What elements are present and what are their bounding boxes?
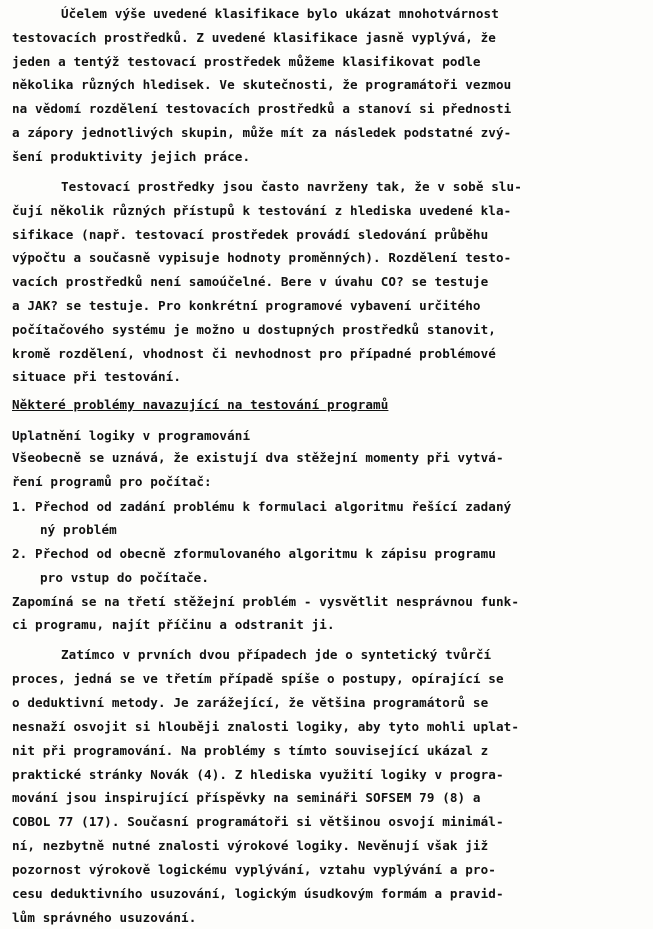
text-line: situace při testování. (12, 369, 182, 384)
text-line: COBOL 77 (17). Současní programátoři si většinou osvojí minimál- (12, 814, 504, 829)
text-line: mování jsou inspirující příspěvky na semináři SOFSEM 79 (8) a (12, 790, 481, 805)
text-line: proces, jedná se ve třetím případě spíše o postupy, opírající se (12, 671, 504, 686)
text-line: na vědomí rozdělení testovacích prostředků a stanoví si přednosti (12, 101, 512, 116)
text-line: Zapomíná se na třetí stěžejní problém - vysvětlit nesprávnou funk- (12, 594, 520, 609)
text-line: lům správného usuzování. (12, 910, 197, 925)
text-line: Uplatnění logiky v programování (12, 428, 251, 443)
text-line: nit při programování. Na problémy s tímto související ukázal z (12, 743, 489, 758)
text-line: cesu deduktivního usuzování, logickým úsudkovým formám a pravid- (12, 886, 504, 901)
text-line: počítačového systému je možno u dostupných prostředků stanovit, (12, 322, 496, 337)
text-line: Účelem výše uvedené klasifikace bylo ukázat mnohotvárnost (61, 6, 499, 21)
text-line: praktické stránky Novák (4). Z hlediska využití logiky v progra- (12, 767, 504, 782)
text-line: sifikace (např. testovací prostředek provádí sledování průběhu (12, 227, 489, 242)
text-line: šení produktivity jejich práce. (12, 149, 251, 164)
text-line: vacích prostředků není samoúčelné. Bere v úvahu CO? se testuje (12, 274, 489, 289)
section-heading: Některé problémy navazující na testování programů (12, 397, 389, 412)
text-line: o deduktivní metody. Je zarážející, že většina programátorů se (12, 695, 489, 710)
text-line: Zatímco v prvních dvou případech jde o syntetický tvůrčí (61, 647, 492, 662)
text-line: výpočtu a současně vypisuje hodnoty proměnných). Rozdělení testo- (12, 250, 512, 265)
text-line: ní, nezbytně nutné znalosti výrokové logiky. Nevěnují však již (12, 838, 489, 853)
text-line: ci programu, najít příčinu a odstranit ji. (12, 617, 335, 632)
text-line: nesnaží osvojit si hlouběji znalosti logiky, aby tyto mohli uplat- (12, 719, 520, 734)
text-line: 2. Přechod od obecně zformulovaného algoritmu k zápisu programu (12, 546, 496, 561)
text-line: a JAK? se testuje. Pro konkrétní programové vybavení určitého (12, 298, 481, 313)
text-line: pozornost výrokově logickému vyplývání, vztahu vyplývání a pro- (12, 862, 496, 877)
text-line: pro vstup do počítače. (40, 570, 210, 585)
text-line: jeden a tentýž testovací prostředek můžeme klasifikovat podle (12, 54, 481, 69)
text-line: několika různých hledisek. Ve skutečnosti, že programátoři vezmou (12, 77, 512, 92)
text-line: čují několik různých přístupů k testování z hlediska uvedené kla- (12, 203, 512, 218)
text-line: a zápory jednotlivých skupin, může mít za následek podstatné zvý- (12, 125, 512, 140)
text-line: ření programů pro počítač: (12, 474, 212, 489)
text-line: Testovací prostředky jsou často navrženy tak, že v sobě slu- (61, 179, 522, 194)
text-line: kromě rozdělení, vhodnost či nevhodnost pro případné problémové (12, 346, 496, 361)
text-line: Všeobecně se uznává, že existují dva stěžejní momenty při vytvá- (12, 450, 504, 465)
text-line: testovacích prostředků. Z uvedené klasifikace jasně vyplývá, že (12, 30, 496, 45)
text-line: 1. Přechod od zadání problému k formulaci algoritmu řešící zadaný (12, 499, 512, 514)
text-line: ný problém (40, 522, 117, 537)
